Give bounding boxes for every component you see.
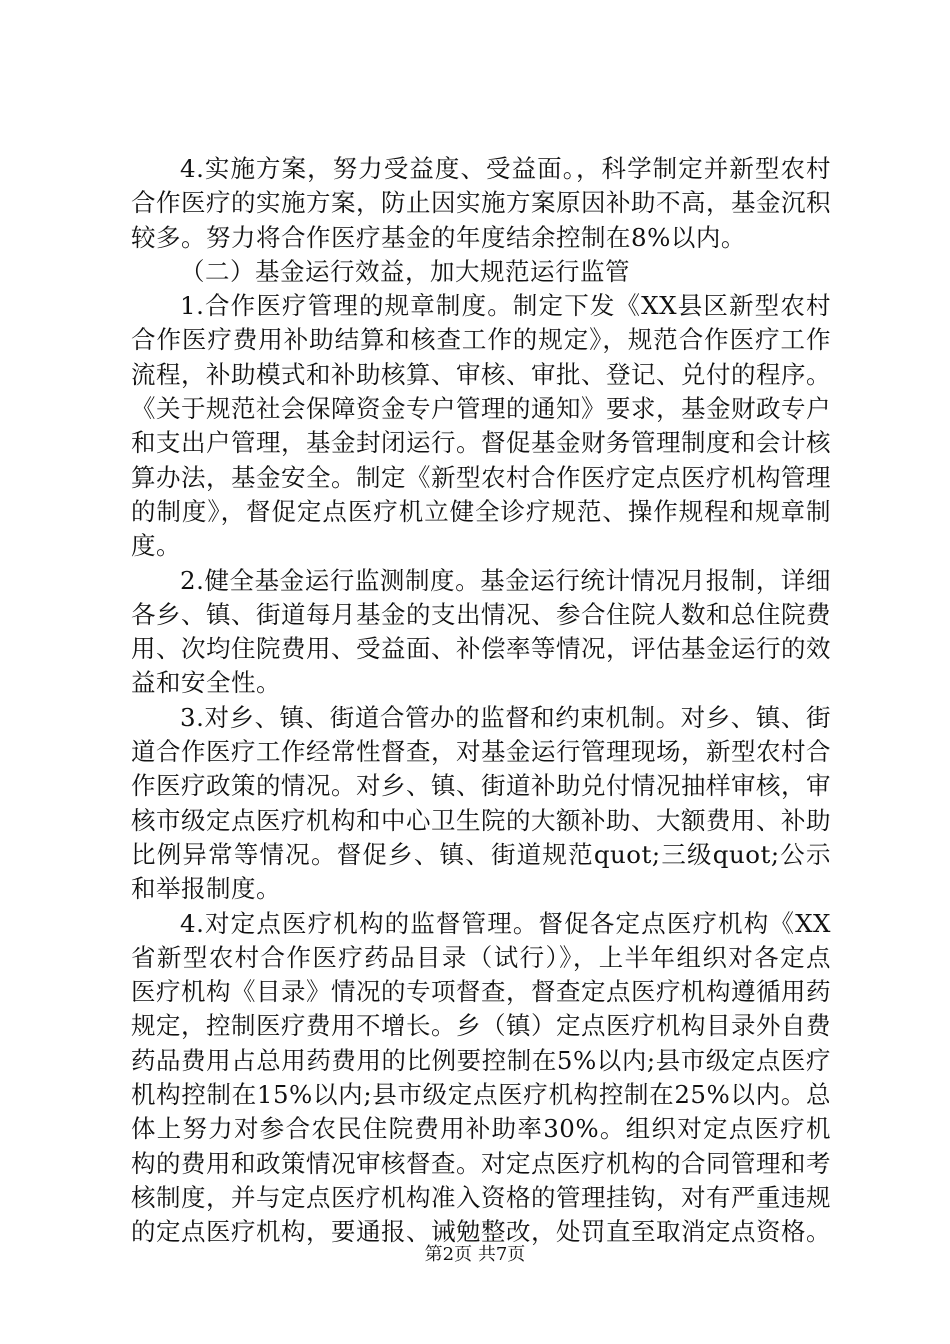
- paragraph-implementation-plan: 4.实施方案，努力受益度、受益面。，科学制定并新型农村合作医疗的实施方案，防止因实施方案原因补助不高，基金沉积较多。努力将合作医疗基金的年度结余控制在8%以内。: [131, 154, 831, 252]
- document-body: [131, 152, 831, 1250]
- page-number-footer: 第2页 共7页: [424, 1244, 526, 1265]
- paragraph-township-supervision: 3.对乡、镇、街道合管办的监督和约束机制。对乡、镇、街道合作医疗工作经常性督查，对基金运行管理现场，新型农村合作医疗政策的情况。对乡、镇、街道补助兑付情况抽样审核，审核市级定点医疗机构和中心卫生院的大额补助、大额费用、补助比例异常等情况。督促乡、镇、街道规范quot;三级quot;公示和举报制度。: [131, 702, 831, 904]
- paragraph-designated-institutions: 4.对定点医疗机构的监督管理。督促各定点医疗机构《XX省新型农村合作医疗药品目录（试行）》，上半年组织对各定点医疗机构《目录》情况的专项督查，督查定点医疗机构遵循用药规定，控制医疗费用不增长。乡（镇）定点医疗机构目录外自费药品费用占总用药费用的比例要控制在5%以内;县市级定点医疗机构控制在15%以内;县市级定点医疗机构控制在25%以内。总体上努力对参合农民住院费用补助率30%。组织对定点医疗机构的费用和政策情况审核督查。对定点医疗机构的合同管理和考核制度，并与定点医疗机构准入资格的管理挂钩，对有严重违规的定点医疗机构，要通报、诫勉整改，处罚直至取消定点资格。: [131, 908, 831, 1247]
- section-heading-fund-operation: （二）基金运行效益，加大规范运行监管: [180, 256, 630, 286]
- paragraph-management-rules: 1.合作医疗管理的规章制度。制定下发《XX县区新型农村合作医疗费用补助结算和核查工作的规定》，规范合作医疗工作流程，补助模式和补助核算、审核、审批、登记、兑付的程序。《关于规范社会保障资金专户管理的通知》要求，基金财政专户和支出户管理，基金封闭运行。督促基金财务管理制度和会计核算办法，基金安全。制定《新型农村合作医疗定点医疗机构管理的制度》，督促定点医疗机立健全诊疗规范、操作规程和规章制度。: [131, 291, 831, 561]
- paragraph-fund-monitoring: 2.健全基金运行监测制度。基金运行统计情况月报制，详细各乡、镇、街道每月基金的支出情况、参合住院人数和总住院费用、次均住院费用、受益面、补偿率等情况，评估基金运行的效益和安全性。: [131, 565, 831, 698]
